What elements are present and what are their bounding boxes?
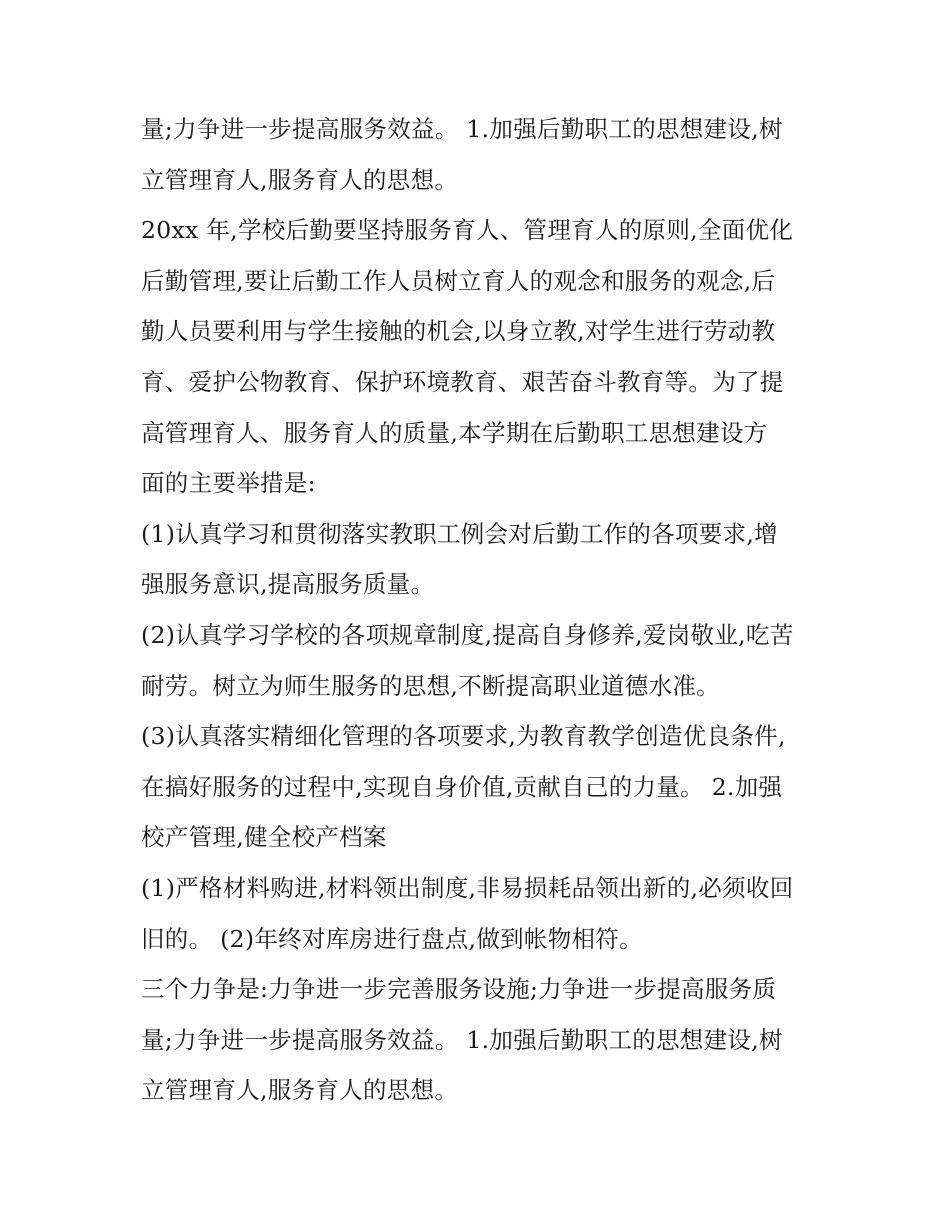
- text-line: 在搞好服务的过程中,实现自身价值,贡献自己的力量。 2.加强: [141, 772, 783, 801]
- text-line: 20xx 年,学校后勤要坚持服务育人、管理育人的原则,全面优化: [141, 216, 794, 245]
- text-line: 面的主要举措是:: [141, 469, 316, 498]
- text-line: 量;力争进一步提高服务效益。 1.加强后勤职工的思想建设,树: [141, 115, 783, 143]
- text-line: 校产管理,健全校产档案: [141, 823, 387, 852]
- text-line: (1)认真学习和贯彻落实教职工例会对后勤工作的各项要求,增: [141, 519, 778, 548]
- text-line: 育、爱护公物教育、保护环境教育、艰苦奋斗教育等。为了提: [141, 367, 784, 396]
- text-line: 后勤管理,要让后勤工作人员树立育人的观念和服务的观念,后: [141, 266, 776, 295]
- text-line: 立管理育人,服务育人的思想。: [141, 165, 459, 194]
- text-line: 量;力争进一步提高服务效益。 1.加强后勤职工的思想建设,树: [141, 1025, 783, 1054]
- text-line: 立管理育人,服务育人的思想。: [141, 1076, 459, 1105]
- text-line: 三个力争是:力争进一步完善服务设施;力争进一步提高服务质: [141, 975, 777, 1004]
- text-line: 高管理育人、服务育人的质量,本学期在后勤职工思想建设方: [141, 418, 768, 447]
- text-line: 旧的。 (2)年终对库房进行盘点,做到帐物相符。: [141, 924, 643, 953]
- document-body: [141, 104, 816, 1116]
- text-line: (2)认真学习学校的各项规章制度,提高自身修养,爱岗敬业,吃苦: [141, 620, 794, 649]
- text-line: 勤人员要利用与学生接触的机会,以身立教,对学生进行劳动教: [141, 317, 776, 346]
- text-line: 强服务意识,提高服务质量。: [141, 570, 435, 599]
- text-line: 耐劳。树立为师生服务的思想,不断提高职业道德水准。: [141, 671, 720, 700]
- text-line: (3)认真落实精细化管理的各项要求,为教育教学创造优良条件,: [141, 722, 786, 751]
- text-line: (1)严格材料购进,材料领出制度,非易损耗品领出新的,必须收回: [141, 873, 794, 902]
